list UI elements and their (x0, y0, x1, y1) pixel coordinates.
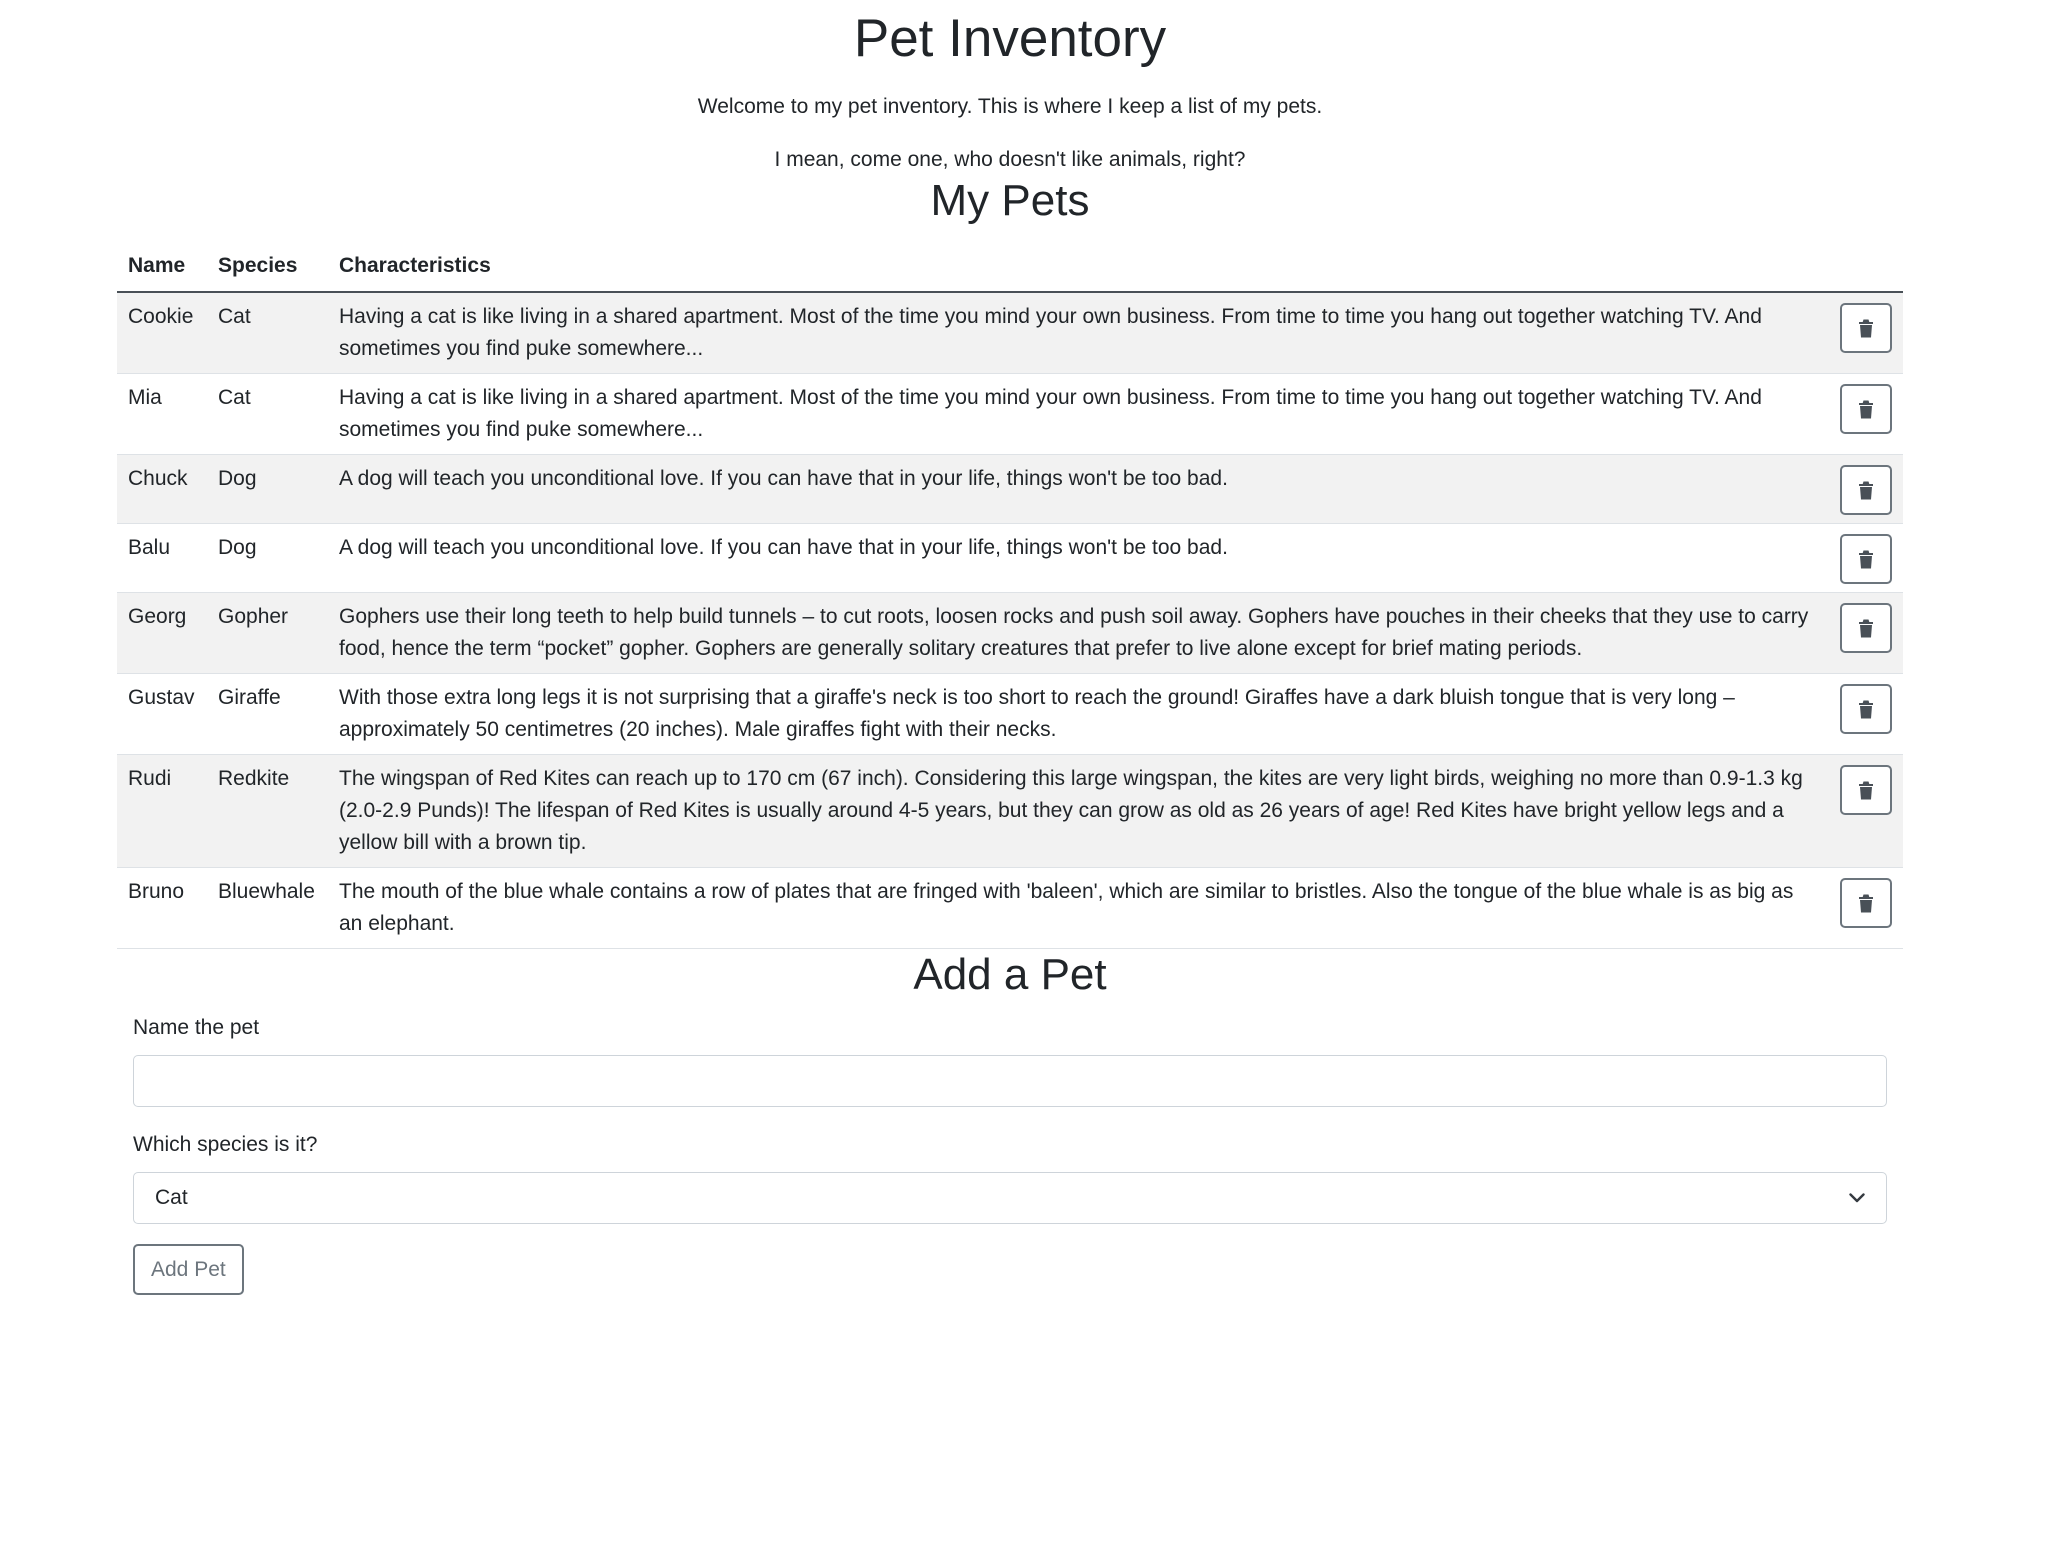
pet-characteristics: Gophers use their long teeth to help build tunnels – to cut roots, loosen rocks and push soil away. Gophers have pouches in their cheeks that they use to carry food, hence the term “pocket” gopher. Gophers are generally solitary creatures that prefer to live alone except for brief mating periods. (328, 593, 1823, 674)
species-selected-value: Cat (155, 1186, 188, 1209)
pet-species: Bluewhale (207, 868, 328, 949)
column-header-actions (1823, 240, 1903, 292)
pet-name: Georg (117, 593, 207, 674)
delete-pet-button[interactable] (1840, 684, 1892, 734)
pet-characteristics: A dog will teach you unconditional love. If you can have that in your life, things won't be too bad. (328, 524, 1823, 593)
table-row (117, 455, 1903, 524)
delete-pet-button[interactable] (1840, 465, 1892, 515)
pet-characteristics: A dog will teach you unconditional love. If you can have that in your life, things won't be too bad. (328, 455, 1823, 524)
delete-pet-button[interactable] (1840, 603, 1892, 653)
pet-characteristics: With those extra long legs it is not surprising that a giraffe's neck is too short to reach the ground! Giraffes have a dark bluish tongue that is very long – approximately 50 centimetres (20 inches). Male giraffes fight with their necks. (328, 674, 1823, 755)
table-row (117, 374, 1903, 455)
trash-icon (1858, 700, 1874, 719)
pet-species: Dog (207, 455, 328, 524)
pet-name-label: Name the pet (133, 1016, 260, 1039)
pets-table (117, 240, 1903, 949)
page-title: Pet Inventory (853, 9, 1167, 68)
delete-pet-button[interactable] (1840, 765, 1892, 815)
chevron-down-icon (1849, 1193, 1865, 1203)
add-pet-heading: Add a Pet (913, 950, 1107, 999)
delete-pet-button[interactable] (1840, 534, 1892, 584)
pet-species: Gopher (207, 593, 328, 674)
pet-characteristics: Having a cat is like living in a shared apartment. Most of the time you mind your own business. From time to time you hang out together watching TV. And sometimes you find puke somewhere... (328, 374, 1823, 455)
add-pet-section (117, 949, 1903, 1295)
pets-heading: My Pets (930, 176, 1090, 225)
pet-name: Mia (117, 374, 207, 455)
pet-name-input[interactable] (133, 1055, 1887, 1107)
intro-text-secondary: I mean, come one, who doesn't like animals, right? (774, 148, 1246, 171)
page (117, 0, 1903, 1295)
pet-characteristics: The mouth of the blue whale contains a row of plates that are fringed with 'baleen', which are similar to bristles. Also the tongue of the blue whale is as big as an elephant. (328, 868, 1823, 949)
pet-characteristics: The wingspan of Red Kites can reach up to 170 cm (67 inch). Considering this large wingspan, the kites are very light birds, weighing no more than 0.9-1.3 kg (2.0-2.9 Punds)! The lifespan of Red Kites is usually around 4-5 years, but they can grow as old as 26 years of age! Red Kites have bright yellow legs and a yellow bill with a brown tip. (328, 755, 1823, 868)
delete-pet-button[interactable] (1840, 878, 1892, 928)
pet-name: Rudi (117, 755, 207, 868)
page-header (117, 0, 1903, 175)
table-header-row (117, 240, 1903, 292)
pet-name: Chuck (117, 455, 207, 524)
pet-name: Gustav (117, 674, 207, 755)
trash-icon (1858, 550, 1874, 569)
trash-icon (1858, 481, 1874, 500)
add-pet-form (117, 1013, 1903, 1295)
pets-section (117, 175, 1903, 949)
species-select[interactable] (133, 1172, 1887, 1224)
trash-icon (1858, 319, 1874, 338)
table-row (117, 292, 1903, 374)
table-row (117, 524, 1903, 593)
delete-pet-button[interactable] (1840, 303, 1892, 353)
delete-pet-button[interactable] (1840, 384, 1892, 434)
pet-species: Cat (207, 292, 328, 374)
trash-icon (1858, 894, 1874, 913)
table-row (117, 674, 1903, 755)
table-row (117, 755, 1903, 868)
pet-species: Dog (207, 524, 328, 593)
pet-species: Cat (207, 374, 328, 455)
trash-icon (1858, 400, 1874, 419)
pet-species: Redkite (207, 755, 328, 868)
species-label: Which species is it? (133, 1133, 318, 1156)
intro-text: Welcome to my pet inventory. This is where I keep a list of my pets. (697, 95, 1323, 118)
pet-species: Giraffe (207, 674, 328, 755)
table-row (117, 593, 1903, 674)
trash-icon (1858, 781, 1874, 800)
trash-icon (1858, 619, 1874, 638)
pet-name: Cookie (117, 292, 207, 374)
column-header-name: Name (117, 240, 207, 292)
pet-name: Bruno (117, 868, 207, 949)
column-header-characteristics: Characteristics (328, 240, 1823, 292)
table-row (117, 868, 1903, 949)
add-pet-button[interactable]: Add Pet (133, 1244, 244, 1295)
column-header-species: Species (207, 240, 328, 292)
pet-name: Balu (117, 524, 207, 593)
pet-characteristics: Having a cat is like living in a shared apartment. Most of the time you mind your own business. From time to time you hang out together watching TV. And sometimes you find puke somewhere... (328, 292, 1823, 374)
